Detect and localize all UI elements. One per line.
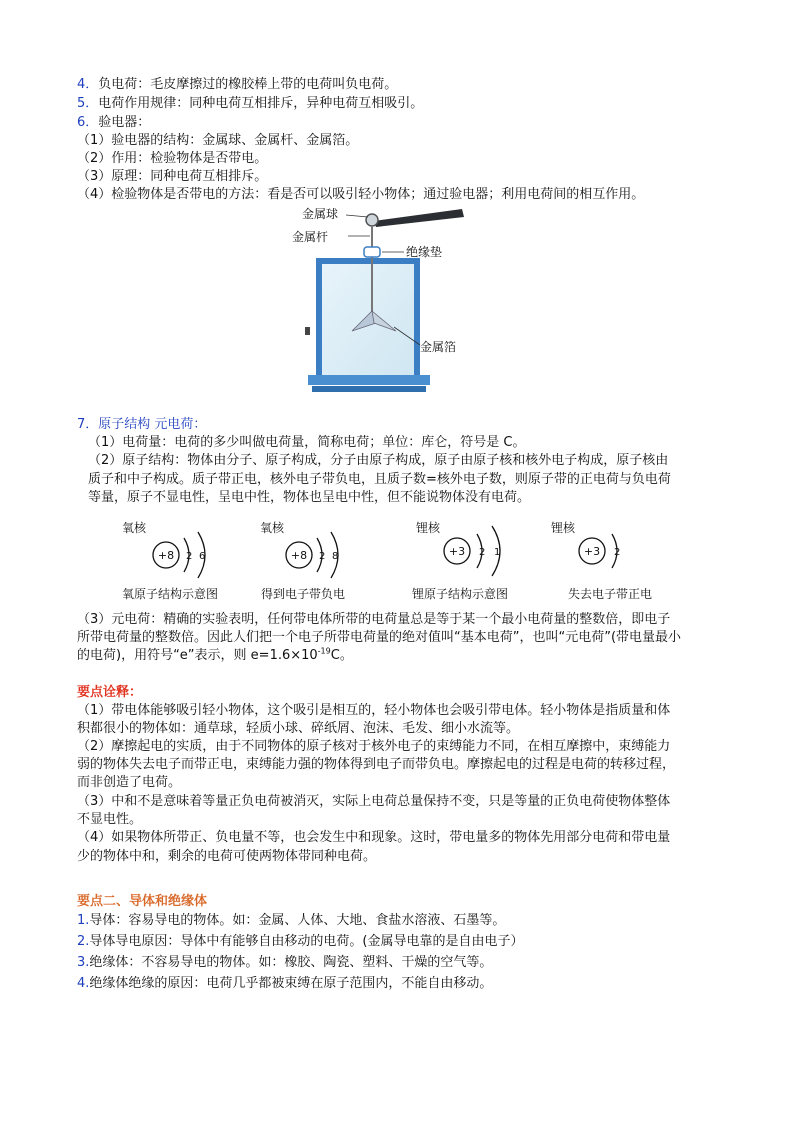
sub-item: （2）作用：检验物体是否带电。: [77, 151, 268, 166]
paragraph: [77, 647, 353, 665]
shell-electrons: 1: [494, 547, 501, 558]
paragraph: 所带电荷量的整数倍。因此人们把一个电子所带电荷量的绝对值叫“基本电荷”，也叫“元电荷”(带电量最小: [77, 630, 682, 645]
item-number: 4．: [77, 77, 99, 92]
paragraph: 等量，原子不显电性，呈电中性，物体也呈电中性，但不能说物体没有电荷。: [88, 490, 531, 505]
atom-caption: 锂原子结构示意图: [412, 587, 509, 601]
nucleus-charge: +8: [290, 549, 308, 562]
note-line: 而非创造了电荷。: [77, 775, 182, 790]
shell-electrons: 2: [479, 547, 486, 558]
section-2-item-2: [77, 933, 523, 951]
label-metal-ball: 金属球: [302, 207, 339, 221]
electroscope-figure: [286, 203, 476, 398]
item-text: 绝缘体绝缘的原因：电荷几乎都被束缚在原子范围内，不能自由移动。: [89, 976, 493, 991]
shell-electrons: 2: [614, 547, 621, 558]
paragraph: （1）电荷量：电荷的多少叫做电荷量，简称电荷；单位：库仑，符号是 C。: [88, 435, 526, 450]
item-number: 3.: [77, 955, 90, 970]
item-number: 6．: [77, 115, 99, 130]
metal-ball: [366, 214, 378, 226]
section-2-title: 要点二、导体和绝缘体: [77, 894, 208, 909]
section-7-title-text: 7．原子结构 元电荷：: [77, 417, 207, 432]
note-line: 积都很小的物体如：通草球，轻质小球、碎纸屑、泡沫、毛发、细小水流等。: [77, 721, 520, 736]
atom-caption: 氧原子结构示意图: [122, 587, 219, 601]
atom-diagrams: [110, 518, 710, 604]
shell-electrons: 6: [199, 551, 206, 562]
section-2-item-1: [77, 912, 505, 930]
nucleus-charge: +3: [583, 545, 601, 558]
item-number: 2.: [77, 934, 90, 949]
note-line: 少的物体中和，剩余的电荷可使两物体带同种电荷。: [77, 849, 377, 864]
note-line: 弱的物体失去电子而带正电，束缚能力强的物体得到电子而带负电。摩擦起电的过程是电荷的转移过程，: [77, 757, 676, 772]
atom-lithium: [412, 520, 508, 601]
atom-oxygen-ion: [260, 520, 345, 601]
item-5: [77, 95, 423, 113]
item-number: 5．: [77, 96, 99, 111]
item-6: [77, 114, 150, 132]
nucleus-label: 氧核: [260, 521, 285, 535]
formula-text: 的电荷)，用符号“e”表示，则 e=1.6×10: [77, 648, 318, 663]
paragraph: （2）原子结构：物体由分子、原子构成，分子由原子构成，原子由原子核和核外电子构成，原子核由: [88, 453, 669, 468]
note-line: 不显电性。: [77, 812, 143, 827]
item-text: 导体：容易导电的物体。如：金属、人体、大地、食盐水溶液、石墨等。: [89, 913, 506, 928]
atom-oxygen: [122, 520, 218, 601]
shell-electrons: 2: [186, 551, 193, 562]
side-knob: [305, 327, 310, 335]
nucleus-label: 锂核: [551, 521, 576, 535]
nucleus-charge: +8: [157, 549, 175, 562]
nucleus-charge: +3: [448, 545, 466, 558]
sub-item: （1）验电器的结构：金属球、金属杆、金属箔。: [77, 133, 359, 148]
shell-electrons: 2: [319, 551, 326, 562]
item-text: 绝缘体：不容易导电的物体。如：橡胶、陶瓷、塑料、干燥的空气等。: [89, 955, 493, 970]
item-text: 电荷作用规律：同种电荷互相排斥，异种电荷互相吸引。: [98, 96, 424, 111]
label-insulating-pad: 绝缘垫: [406, 245, 443, 259]
paragraph: （3）元电荷：精确的实验表明，任何带电体所带的电荷量总是等于某一个最小电荷量的整数倍，即电子: [77, 612, 671, 627]
notes-title: 要点诠释：: [77, 685, 143, 700]
note-line: （4）如果物体所带正、负电量不等，也会发生中和现象。这时，带电量多的物体先用部分电荷和带电量: [77, 830, 671, 845]
note-line: （2）摩擦起电的实质，由于不同物体的原子核对于核外电子的束缚能力不同，在相互摩擦中，束缚能力: [77, 739, 671, 754]
leader-line: [346, 215, 368, 217]
item-text: 导体导电原因：导体中有能够自由移动的电荷。(金属导电靠的是自由电子）: [89, 934, 524, 949]
sub-item: （4）检验物体是否带电的方法：看是否可以吸引轻小物体；通过验电器；利用电荷间的相互作用。: [77, 187, 645, 202]
paragraph: 质子和中子构成。质子带正电，核外电子带负电，且质子数=核外电子数，则原子带的正电荷与负电荷: [88, 472, 671, 487]
item-text: 负电荷：毛皮摩擦过的橡胶棒上带的电荷叫负电荷。: [98, 77, 398, 92]
sub-item: （3）原理：同种电荷互相排斥。: [77, 169, 268, 184]
charged-rod: [374, 209, 464, 227]
item-text: 验电器：: [98, 115, 151, 130]
shell-electrons: 8: [332, 551, 339, 562]
formula-unit: C。: [330, 648, 353, 663]
item-number: 1.: [77, 913, 90, 928]
label-metal-rod: 金属杆: [292, 230, 329, 244]
case-base: [308, 375, 430, 385]
insulating-pad: [364, 247, 380, 257]
note-line: （3）中和不是意味着等量正负电荷被消灭，实际上电荷总量保持不变，只是等量的正负电荷使物体整体: [77, 794, 671, 809]
label-metal-foil: 金属箔: [420, 340, 457, 354]
case-foot: [312, 386, 426, 392]
section-2-item-4: [77, 975, 492, 993]
item-4: [77, 76, 397, 94]
atom-lithium-ion: [551, 520, 652, 601]
section-7-title: [77, 416, 206, 434]
item-number: 4.: [77, 976, 90, 991]
nucleus-label: 锂核: [416, 521, 441, 535]
atom-caption: 失去电子带正电: [568, 587, 653, 601]
nucleus-label: 氧核: [122, 521, 147, 535]
atom-caption: 得到电子带负电: [261, 587, 346, 601]
section-2-item-3: [77, 954, 492, 972]
formula-exponent: -19: [317, 646, 331, 656]
note-line: （1）带电体能够吸引轻小物体，这个吸引是相互的，轻小物体也会吸引带电体。轻小物体是指质量和体: [77, 703, 671, 718]
